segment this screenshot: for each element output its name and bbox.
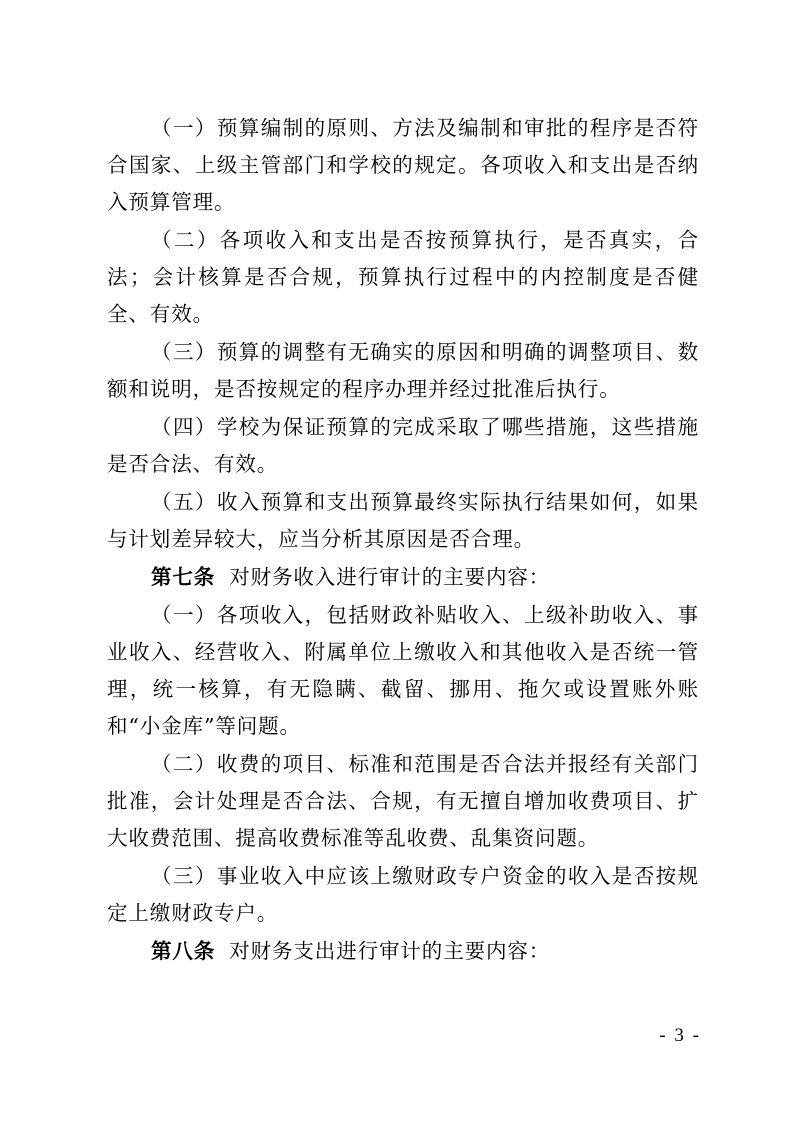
- page-number: - 3 -: [659, 1025, 701, 1046]
- paragraph-budget-1: （一）预算编制的原则、方法及编制和审批的程序是否符合国家、上级主管部门和学校的规定。各项收入和支出是否纳入预算管理。: [107, 116, 699, 214]
- article-7-heading: [107, 559, 699, 596]
- article-7-label: 第七条: [151, 565, 216, 589]
- document-body: [107, 110, 699, 970]
- article-7-text: 对财务收入进行审计的主要内容：: [229, 565, 551, 589]
- paragraph-income-1: （一）各项收入，包括财政补贴收入、上级补助收入、事业收入、经营收入、附属单位上缴收入和其他收入是否统一管理，统一核算，有无隐瞒、截留、挪用、拖欠或设置账外账和“小金库”等问题。: [107, 603, 699, 738]
- article-8-heading: [107, 933, 699, 970]
- article-8-text: 对财务支出进行审计的主要内容：: [229, 939, 551, 963]
- article-8-label: 第八条: [151, 939, 216, 963]
- paragraph-budget-4: （四）学校为保证预算的完成采取了哪些措施，这些措施是否合法、有效。: [107, 415, 699, 476]
- paragraph-budget-5: （五）收入预算和支出预算最终实际执行结果如何，如果与计划差异较大，应当分析其原因是否合理。: [107, 490, 699, 551]
- paragraph-income-2: （二）收费的项目、标准和范围是否合法并报经有关部门批准，会计处理是否合法、合规，有无擅自增加收费项目、扩大收费范围、提高收费标准等乱收费、乱集资问题。: [107, 752, 699, 850]
- paragraph-income-3: （三）事业收入中应该上缴财政专户资金的收入是否按规定上缴财政专户。: [107, 864, 699, 925]
- paragraph-budget-2: （二）各项收入和支出是否按预算执行，是否真实，合法；会计核算是否合规，预算执行过程中的内控制度是否健全、有效。: [107, 228, 699, 326]
- paragraph-budget-3: （三）预算的调整有无确实的原因和明确的调整项目、数额和说明，是否按规定的程序办理并经过批准后执行。: [107, 340, 699, 401]
